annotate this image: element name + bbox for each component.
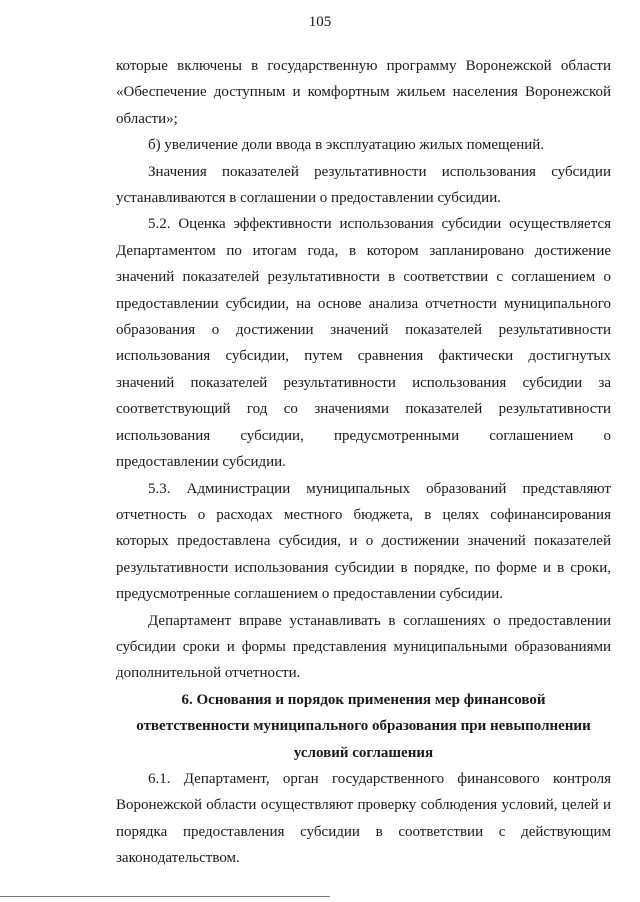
footer-divider [0,896,330,897]
paragraph-5-2: 5.2. Оценка эффективности использования субсидии осуществляется Департаментом по итогам года, в котором запланировано достижение значений показателей результативности в соответствии с соглашением о предоставлении субсидии, на основе анализа отчетности муниципального образования о достижении значений показателей результативности использования субсидии, путем сравнения фактически достигнутых значений показателей результативности использования субсидии за соответствующий год со значениями показателей результативности использования субсидии, предусмотренными соглашением о предоставлении субсидии. [116,216,611,471]
paragraph-additional-reporting: Департамент вправе устанавливать в соглашениях о предоставлении субсидии сроки и формы представления муниципальными образованиями дополнительной отчетности. [116,612,611,682]
section-heading [116,687,611,766]
paragraph-indicator-values: Значения показателей результативности использования субсидии устанавливаются в соглашении о предоставлении субсидии. [116,163,611,207]
section-heading-line-2: ответственности муниципального образования при невыполнении [136,718,591,735]
paragraph-item-b: б) увеличение доли ввода в эксплуатацию жилых помещений. [148,137,545,154]
paragraph-6-1: 6.1. Департамент, орган государственного финансового контроля Воронежской области осуществляют проверку соблюдения условий, целей и порядка предоставления субсидии в соответствии с действующим законодательством. [116,770,611,867]
document-body [116,53,611,872]
page-number: 105 [308,14,332,30]
paragraph-5-3: 5.3. Администрации муниципальных образований представляют отчетность о расходах местного бюджета, в целях софинансирования которых предоставлена субсидия, и о достижении значений показателей результативности использования субсидии в порядке, по форме и в сроки, предусмотренные соглашением о предоставлении субсидии. [116,480,611,603]
section-heading-line-1: 6. Основания и порядок применения мер финансовой [181,691,546,708]
paragraph-program-continuation: которые включены в государственную программу Воронежской области «Обеспечение доступным и комфортным жильем населения Воронежской области»; [116,58,611,127]
section-heading-line-3: условий соглашения [293,744,434,761]
